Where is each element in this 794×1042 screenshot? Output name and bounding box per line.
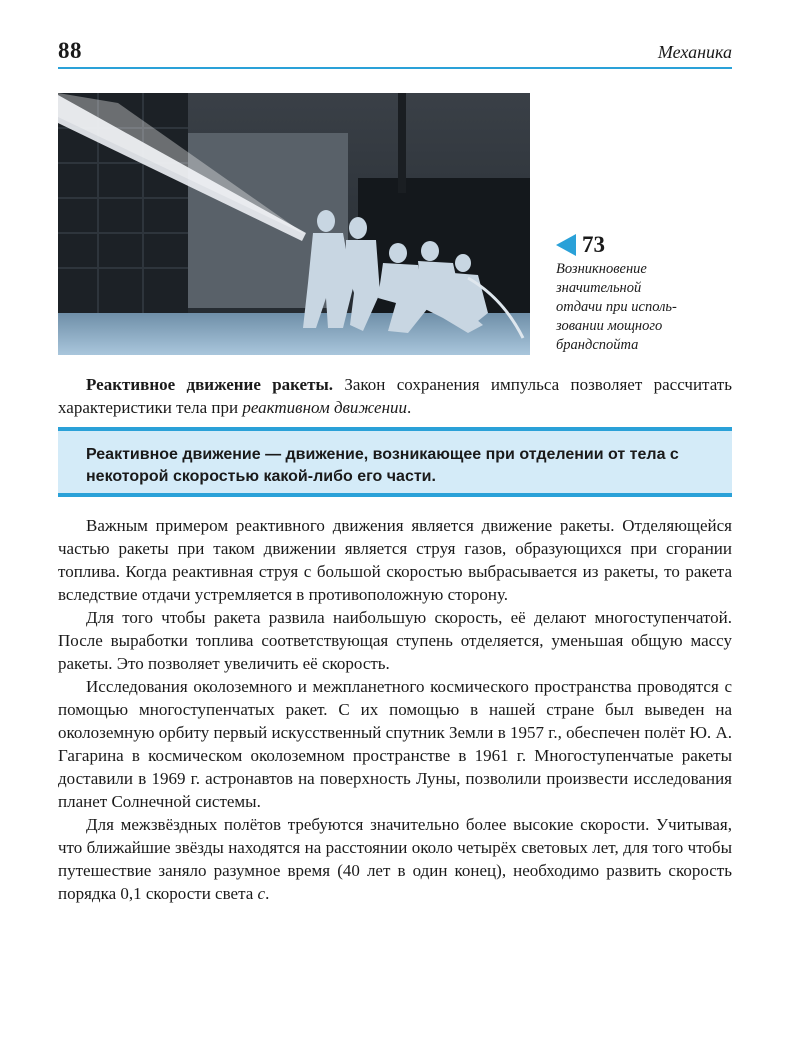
lead-emphasis: реактивном движении: [242, 398, 407, 417]
body-paragraph-4: [58, 813, 732, 905]
firefighters-hose-photo-icon: [58, 93, 530, 355]
figure-number: 73: [582, 232, 605, 257]
body-paragraph-1: Важным примером реактивного движения является движение ракеты. Отделяющейся частью ракеты при таком движении является струя газов, образующихся при сгорании топлива. Когда реактивная струя с большой скоростью выбрасывается из ракеты, то ракета вследствие отдачи устремляется в противоположную сторону.: [58, 516, 732, 604]
speed-of-light-symbol: c: [257, 884, 266, 903]
lead-text: Закон сохранения импульса позволяет рассчитать характеристики тела при: [58, 375, 732, 417]
lead-heading: Реактивное движение ракеты.: [86, 375, 333, 394]
figure-pointer-icon: [556, 234, 576, 256]
body-paragraph-3: Исследования околоземного и межпланетного космического пространства проводятся с помощью многоступенчатых ракет. С их помощью в нашей стране был выведен на околоземную орбиту первый искусственный спутник Земли в 1957 г., обеспечен полёт Ю. А. Гагарина в космическом околоземном пространстве в 1961 г. Многоступенчатые ракеты доставили в 1969 г. астронавтов на поверхность Луны, позволили произвести исследования планет Солнечной системы.: [58, 677, 732, 811]
body-paragraph-4-end: .: [265, 884, 270, 903]
header-rule: [58, 67, 732, 69]
figure-number-row: [556, 232, 736, 258]
figure-caption: [556, 232, 736, 355]
section-title: Механика: [657, 42, 732, 62]
body-paragraph-2: Для того чтобы ракета развила наибольшую скорость, её делают многоступенчатой. После выработки топлива соответствующая ступень отделяется, уменьшая общую массу ракеты. Это позволяет увеличить её скорость.: [58, 608, 732, 673]
figure-photo: [58, 93, 530, 355]
definition-box: [58, 427, 732, 497]
body-paragraph-4-text: Для межзвёздных полётов требуются значительно более высокие скорости. Учитывая, что ближайшие звёзды находятся на расстоянии около четырёх световых лет, для того чтобы путешествие заняло разумное время (40 лет в один конец), необходимо развить скорость порядка 0,1 скорости света: [58, 815, 732, 903]
lead-text-end: .: [407, 398, 412, 417]
figure-caption-text: Возникновение значительной отдачи при исполь- зовании мощного брандспойта: [556, 261, 677, 353]
lead-paragraph: [58, 373, 732, 419]
body-text: [58, 514, 732, 905]
definition-text: Реактивное движение — движение, возникающее при отделении от тела с некоторой скоростью какой-либо его части.: [86, 446, 679, 485]
page-number: 88: [58, 38, 82, 63]
